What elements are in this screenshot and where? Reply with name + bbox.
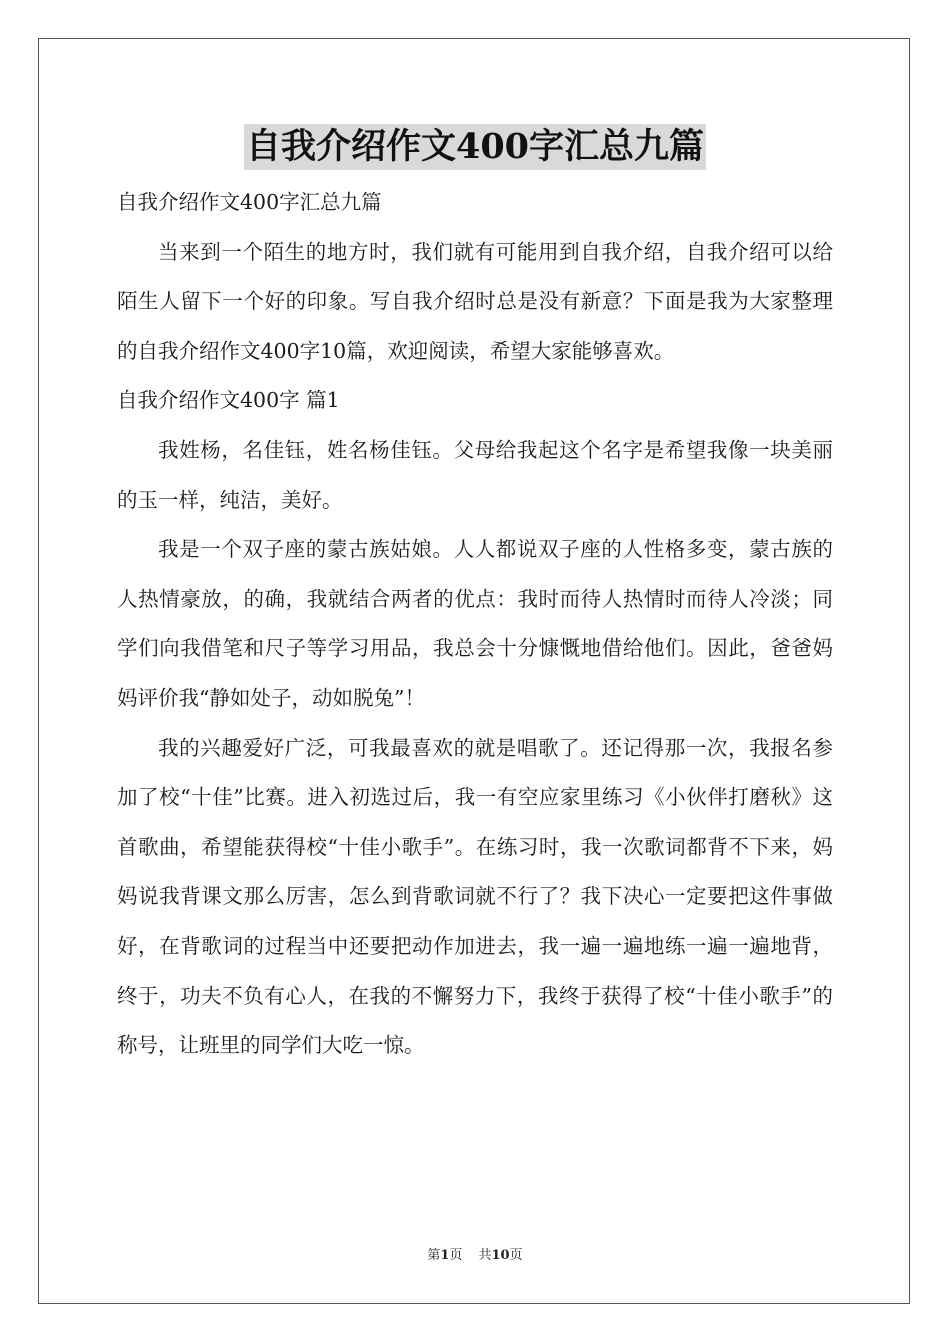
total-suffix: 页 [509, 1248, 523, 1263]
document-body [117, 178, 833, 1071]
page-prefix: 第 [427, 1248, 441, 1263]
page-total-number: 10 [491, 1248, 510, 1263]
paragraph-name: 我姓杨，名佳钰，姓名杨佳钰。父母给我起这个名字是希望我像一块美丽的玉一样，纯洁，美好。 [117, 437, 833, 512]
page-current-number: 1 [440, 1248, 450, 1263]
paragraph-hobby: 我的兴趣爱好广泛，可我最喜欢的就是唱歌了。还记得那一次，我报名参加了校“十佳”比赛。进入初选过后，我一有空应家里练习《小伙伴打磨秋》这首歌曲，希望能获得校“十佳小歌手”。在练习时，我一次歌词都背不下来，妈妈说我背课文那么厉害，怎么到背歌词就不行了？我下决心一定要把这件事做好，在背歌词的过程当中还要把动作加进去，我一遍一遍地练一遍一遍地背，终于，功夫不负有心人，在我的不懈努力下，我终于获得了校“十佳小歌手”的称号，让班里的同学们大吃一惊。 [117, 735, 833, 1058]
page-suffix: 页 [449, 1248, 463, 1263]
document-title: 自我介绍作文400字汇总九篇 [244, 124, 706, 170]
paragraph-intro: 当来到一个陌生的地方时，我们就有可能用到自我介绍，自我介绍可以给陌生人留下一个好的印象。写自我介绍时总是没有新意？下面是我为大家整理的自我介绍作文400字10篇，欢迎阅读，希望大家能够喜欢。 [117, 239, 833, 363]
paragraph-subtitle: 自我介绍作文400字汇总九篇 [117, 190, 382, 214]
paragraph-personality: 我是一个双子座的蒙古族姑娘。人人都说双子座的人性格多变，蒙古族的人热情豪放，的确，我就结合两者的优点：我时而待人热情时而待人冷淡；同学们向我借笔和尺子等学习用品，我总会十分慷慨地借给他们。因此，爸爸妈妈评价我“静如处子，动如脱兔”！ [117, 537, 833, 710]
page-footer [0, 1247, 950, 1265]
section-heading-1: 自我介绍作文400字 篇1 [117, 388, 340, 413]
total-prefix: 共 [478, 1248, 492, 1263]
title-container [0, 124, 950, 170]
